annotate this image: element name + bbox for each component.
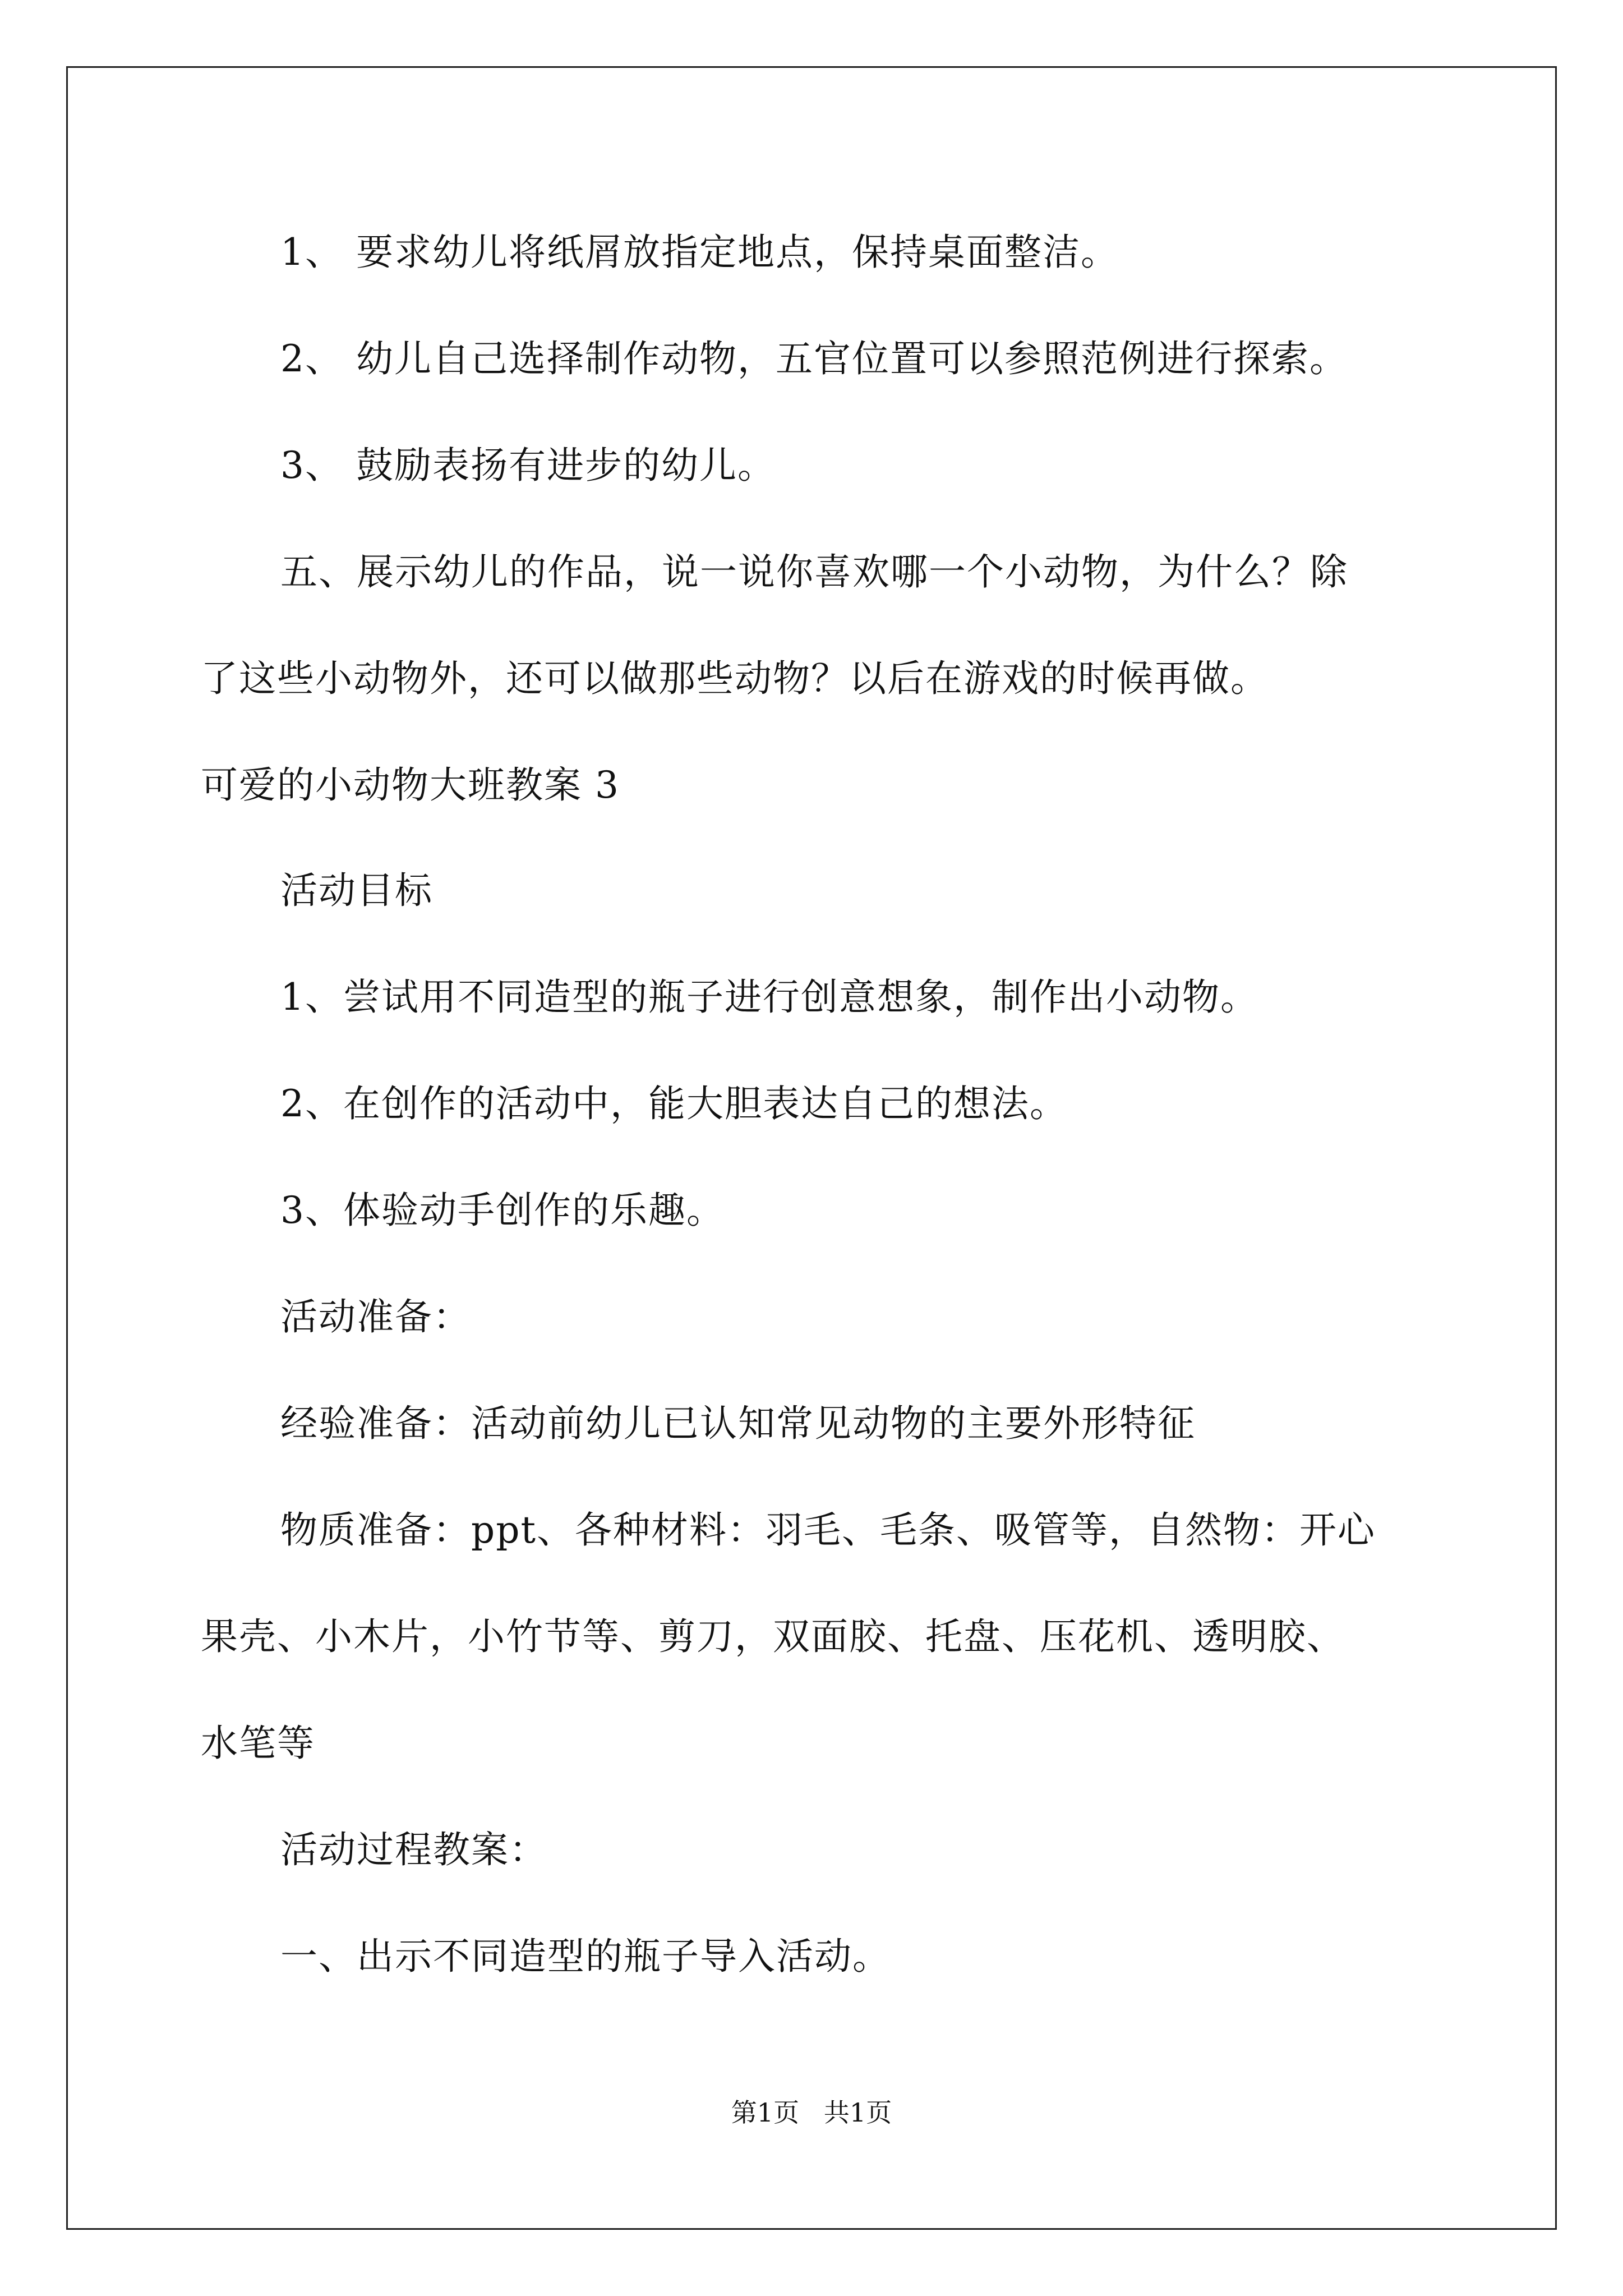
step-3-praise-progress: 3、 鼓励表扬有进步的幼儿。 — [280, 444, 776, 487]
activity-process-heading: 活动过程教案： — [280, 1828, 547, 1871]
goal-1: 1、尝试用不同造型的瓶子进行创意想象，制作出小动物。 — [280, 976, 1258, 1019]
section-5-continued: 了这些小动物外，还可以做那些动物？以后在游戏的时候再做。 — [201, 657, 1269, 700]
goal-2: 2、在创作的活动中，能大胆表达自己的想法。 — [280, 1082, 1068, 1125]
material-preparation: 物质准备：ppt、各种材料：羽毛、毛条、吸管等，自然物：开心 — [280, 1508, 1376, 1552]
material-preparation-end: 水笔等 — [201, 1722, 315, 1765]
material-preparation-continued: 果壳、小木片，小竹节等、剪刀，双面胶、托盘、压花机、透明胶、 — [201, 1615, 1345, 1658]
page-border — [66, 66, 1557, 2230]
goal-3: 3、体验动手创作的乐趣。 — [280, 1189, 725, 1232]
process-step-1: 一、出示不同造型的瓶子导入活动。 — [280, 1935, 891, 1978]
lesson-plan-3-title: 可爱的小动物大班教案 3 — [201, 763, 620, 807]
step-2-choose-animal: 2、 幼儿自己选择制作动物，五官位置可以参照范例进行探索。 — [280, 337, 1348, 380]
experience-preparation: 经验准备：活动前幼儿已认知常见动物的主要外形特征 — [280, 1402, 1196, 1445]
activity-preparation-heading: 活动准备： — [280, 1295, 471, 1338]
page-footer: 第1页 共1页 — [731, 2097, 892, 2128]
step-1-keep-desk-clean: 1、 要求幼儿将纸屑放指定地点，保持桌面整洁。 — [280, 231, 1119, 274]
activity-goals-heading: 活动目标 — [280, 869, 433, 912]
section-5-show-works: 五、展示幼儿的作品，说一说你喜欢哪一个小动物，为什么？除 — [280, 550, 1348, 593]
